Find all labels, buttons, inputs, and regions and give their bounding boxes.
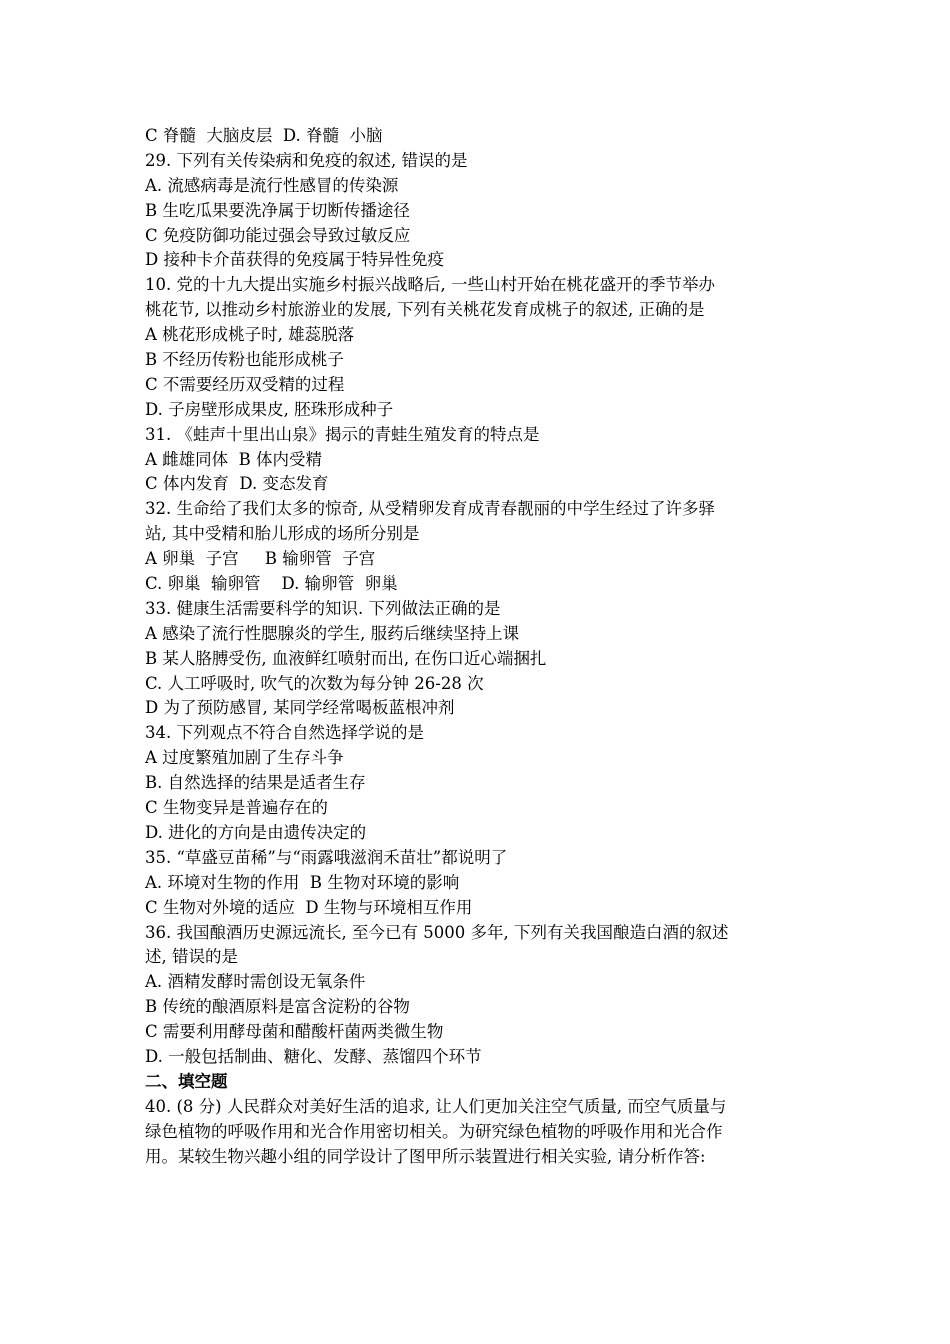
- option-line: B. 自然选择的结果是适者生存: [145, 773, 366, 793]
- option-line: A. 酒精发酵时需创设无氧条件: [145, 972, 366, 992]
- option-line: C 生物变异是普遍存在的: [145, 798, 328, 818]
- question-line-40-cont: 用。某较生物兴趣小组的同学设计了图甲所示装置进行相关实验, 请分析作答:: [145, 1146, 706, 1166]
- question-line-32: 32. 生命给了我们太多的惊奇, 从受精卵发育成青春靓丽的中学生经过了许多驿: [145, 499, 715, 519]
- option-line: A 感染了流行性腮腺炎的学生, 服药后继续坚持上课: [145, 623, 520, 643]
- option-line: C. 人工呼吸时, 吹气的次数为每分钟 26-28 次: [145, 673, 484, 693]
- option-line: A 雌雄同体 B 体内受精: [145, 449, 323, 469]
- option-line: D. 进化的方向是由遗传决定的: [145, 822, 367, 842]
- question-line-31: 31. 《蛙声十里出山泉》揭示的青蛙生殖发育的特点是: [145, 424, 540, 444]
- question-line-32-cont: 站, 其中受精和胎儿形成的场所分别是: [145, 524, 420, 544]
- question-line-40: 40. (8 分) 人民群众对美好生活的追求, 让人们更加关注空气质量, 而空气质量与: [145, 1096, 727, 1116]
- option-line: D 为了预防感冒, 某同学经常喝板蓝根冲剂: [145, 698, 455, 718]
- option-line: C 体内发育 D. 变态发育: [145, 474, 329, 494]
- option-line: C 脊髓 大脑皮层 D. 脊髓 小脑: [145, 126, 383, 145]
- option-line: C. 卵巢 输卵管 D. 输卵管 卵巢: [145, 574, 398, 594]
- question-line-40-cont: 绿色植物的呼吸作用和光合作用密切相关。为研究绿色植物的呼吸作用和光合作: [145, 1121, 723, 1141]
- question-line-35: 35. “草盛豆苗稀”与“雨露哦滋润禾苗壮”都说明了: [145, 847, 508, 867]
- question-line-29: 29. 下列有关传染病和免疫的叙述, 错误的是: [145, 150, 468, 170]
- question-line-33: 33. 健康生活需要科学的知识. 下列做法正确的是: [145, 598, 501, 618]
- option-line: C 不需要经历双受精的过程: [145, 374, 345, 394]
- option-line: B 生吃瓜果要洗净属于切断传播途径: [145, 200, 410, 220]
- option-line: B 传统的酿酒原料是富含淀粉的谷物: [145, 997, 410, 1017]
- option-line: C 免疫防御功能过强会导致过敏反应: [145, 225, 411, 245]
- option-line: C 生物对外境的适应 D 生物与环境相互作用: [145, 897, 473, 917]
- question-line-30-cont: 桃花节, 以推动乡村旅游业的发展, 下列有关桃花发育成桃子的叙述, 正确的是: [145, 300, 705, 320]
- question-line-36-cont: 述, 错误的是: [145, 947, 238, 967]
- section-heading: 二、填空题: [145, 1071, 228, 1091]
- option-line: C 需要利用酵母菌和醋酸杆菌两类微生物: [145, 1022, 444, 1042]
- option-line: D. 一般包括制曲、糖化、发酵、蒸馏四个环节: [145, 1046, 482, 1066]
- option-line: D. 子房壁形成果皮, 胚珠形成种子: [145, 399, 394, 419]
- option-line: A 过度繁殖加剧了生存斗争: [145, 748, 344, 768]
- option-line: D 接种卡介苗获得的免疫属于特异性免疫: [145, 250, 444, 270]
- document-page: [145, 124, 815, 1169]
- question-line-36: 36. 我国酿酒历史源远流长, 至今已有 5000 多年, 下列有关我国酿造白酒的叙述: [145, 922, 729, 942]
- option-line: A 桃花形成桃子时, 雄蕊脱落: [145, 325, 355, 345]
- question-line-34: 34. 下列观点不符合自然选择学说的是: [145, 723, 424, 743]
- question-line-30: 10. 党的十九大提出实施乡村振兴战略后, 一些山村开始在桃花盛开的季节举办: [145, 275, 715, 295]
- option-line: A. 环境对生物的作用 B 生物对环境的影响: [145, 872, 460, 892]
- option-line: A 卵巢 子宫 B 输卵管 子宫: [145, 549, 376, 569]
- option-line: B 不经历传粉也能形成桃子: [145, 350, 344, 370]
- option-line: B 某人胳膊受伤, 血液鲜红喷射而出, 在伤口近心端捆扎: [145, 648, 547, 668]
- option-line: A. 流感病毒是流行性感冒的传染源: [145, 175, 399, 195]
